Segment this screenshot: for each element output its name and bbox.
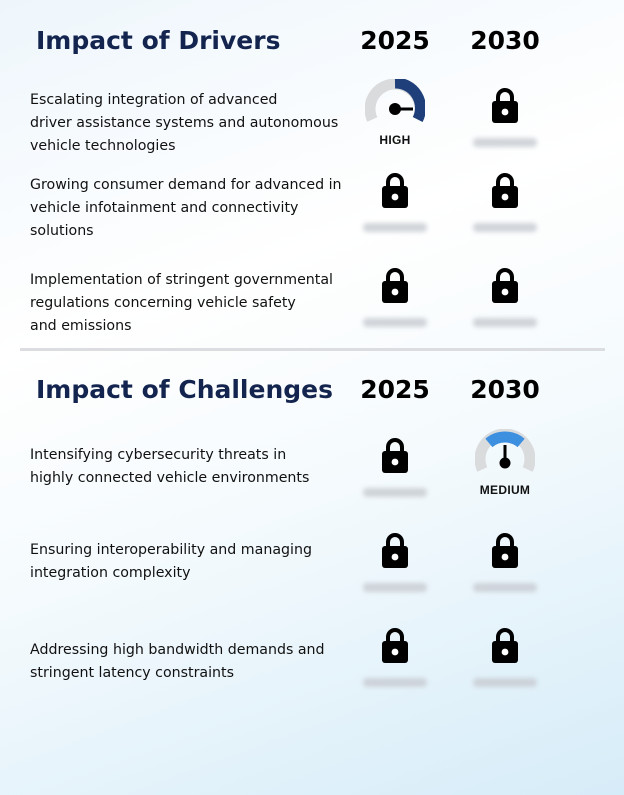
lock-icon <box>380 531 410 569</box>
driver-row-1-2025-gauge <box>340 79 450 147</box>
challenge-row-1-line-2: highly connected vehicle environments <box>30 470 310 486</box>
driver-row-3-2025-locked[interactable] <box>340 266 450 327</box>
gauge-medium-icon <box>475 429 535 481</box>
driver-row-2-2025-locked[interactable] <box>340 171 450 232</box>
lock-icon <box>490 171 520 209</box>
challenges-title: Impact of Challenges <box>36 375 333 404</box>
lock-icon <box>490 531 520 569</box>
drivers-year-2030: 2030 <box>470 26 540 55</box>
driver-row-1-line-2: driver assistance systems and autonomous <box>30 115 339 131</box>
driver-row-1-text <box>30 89 345 158</box>
driver-row-3-line-3: and emissions <box>30 318 132 334</box>
lock-icon <box>380 266 410 304</box>
blurred-value <box>473 678 537 687</box>
driver-row-2-line-2: vehicle infotainment and connectivity <box>30 200 299 216</box>
drivers-title: Impact of Drivers <box>36 26 281 55</box>
driver-row-1-2025-level: HIGH <box>379 133 411 147</box>
gauge-high-icon <box>365 79 425 131</box>
driver-row-2-text <box>30 174 345 243</box>
challenge-row-1-2030-gauge <box>450 429 560 497</box>
challenges-year-2030: 2030 <box>470 375 540 404</box>
challenges-year-2025: 2025 <box>360 375 430 404</box>
blurred-value <box>473 318 537 327</box>
challenge-row-2-text <box>30 539 345 585</box>
blurred-value <box>363 583 427 592</box>
lock-icon <box>490 86 520 124</box>
driver-row-3-line-1: Implementation of stringent governmental <box>30 272 333 288</box>
challenge-row-1-line-1: Intensifying cybersecurity threats in <box>30 447 287 463</box>
challenge-row-1-2025-locked[interactable] <box>340 436 450 497</box>
driver-row-3-2030-locked[interactable] <box>450 266 560 327</box>
driver-row-3-text <box>30 269 345 338</box>
lock-icon <box>380 436 410 474</box>
driver-row-1-line-3: vehicle technologies <box>30 138 176 154</box>
challenge-row-2-2030-locked[interactable] <box>450 531 560 592</box>
challenge-row-2-line-2: integration complexity <box>30 565 191 581</box>
lock-icon <box>380 171 410 209</box>
blurred-value <box>473 223 537 232</box>
lock-icon <box>490 266 520 304</box>
blurred-value <box>363 318 427 327</box>
lock-icon <box>490 626 520 664</box>
lock-icon <box>380 626 410 664</box>
driver-row-3-line-2: regulations concerning vehicle safety <box>30 295 296 311</box>
driver-row-1-line-1: Escalating integration of advanced <box>30 92 278 108</box>
challenge-row-1-text <box>30 444 345 490</box>
challenge-row-2-line-1: Ensuring interoperability and managing <box>30 542 312 558</box>
challenge-row-3-line-2: stringent latency constraints <box>30 665 234 681</box>
drivers-year-2025: 2025 <box>360 26 430 55</box>
driver-row-2-line-3: solutions <box>30 223 94 239</box>
challenge-row-3-line-1: Addressing high bandwidth demands and <box>30 642 325 658</box>
driver-row-1-2030-locked[interactable] <box>450 86 560 147</box>
blurred-value <box>363 223 427 232</box>
section-divider <box>20 348 605 351</box>
challenge-row-3-text <box>30 639 345 685</box>
challenge-row-1-2030-level: MEDIUM <box>479 483 531 497</box>
blurred-value <box>473 138 537 147</box>
challenge-row-3-2025-locked[interactable] <box>340 626 450 687</box>
blurred-value <box>363 488 427 497</box>
driver-row-2-2030-locked[interactable] <box>450 171 560 232</box>
challenge-row-3-2030-locked[interactable] <box>450 626 560 687</box>
blurred-value <box>473 583 537 592</box>
driver-row-2-line-1: Growing consumer demand for advanced in <box>30 177 342 193</box>
blurred-value <box>363 678 427 687</box>
challenge-row-2-2025-locked[interactable] <box>340 531 450 592</box>
